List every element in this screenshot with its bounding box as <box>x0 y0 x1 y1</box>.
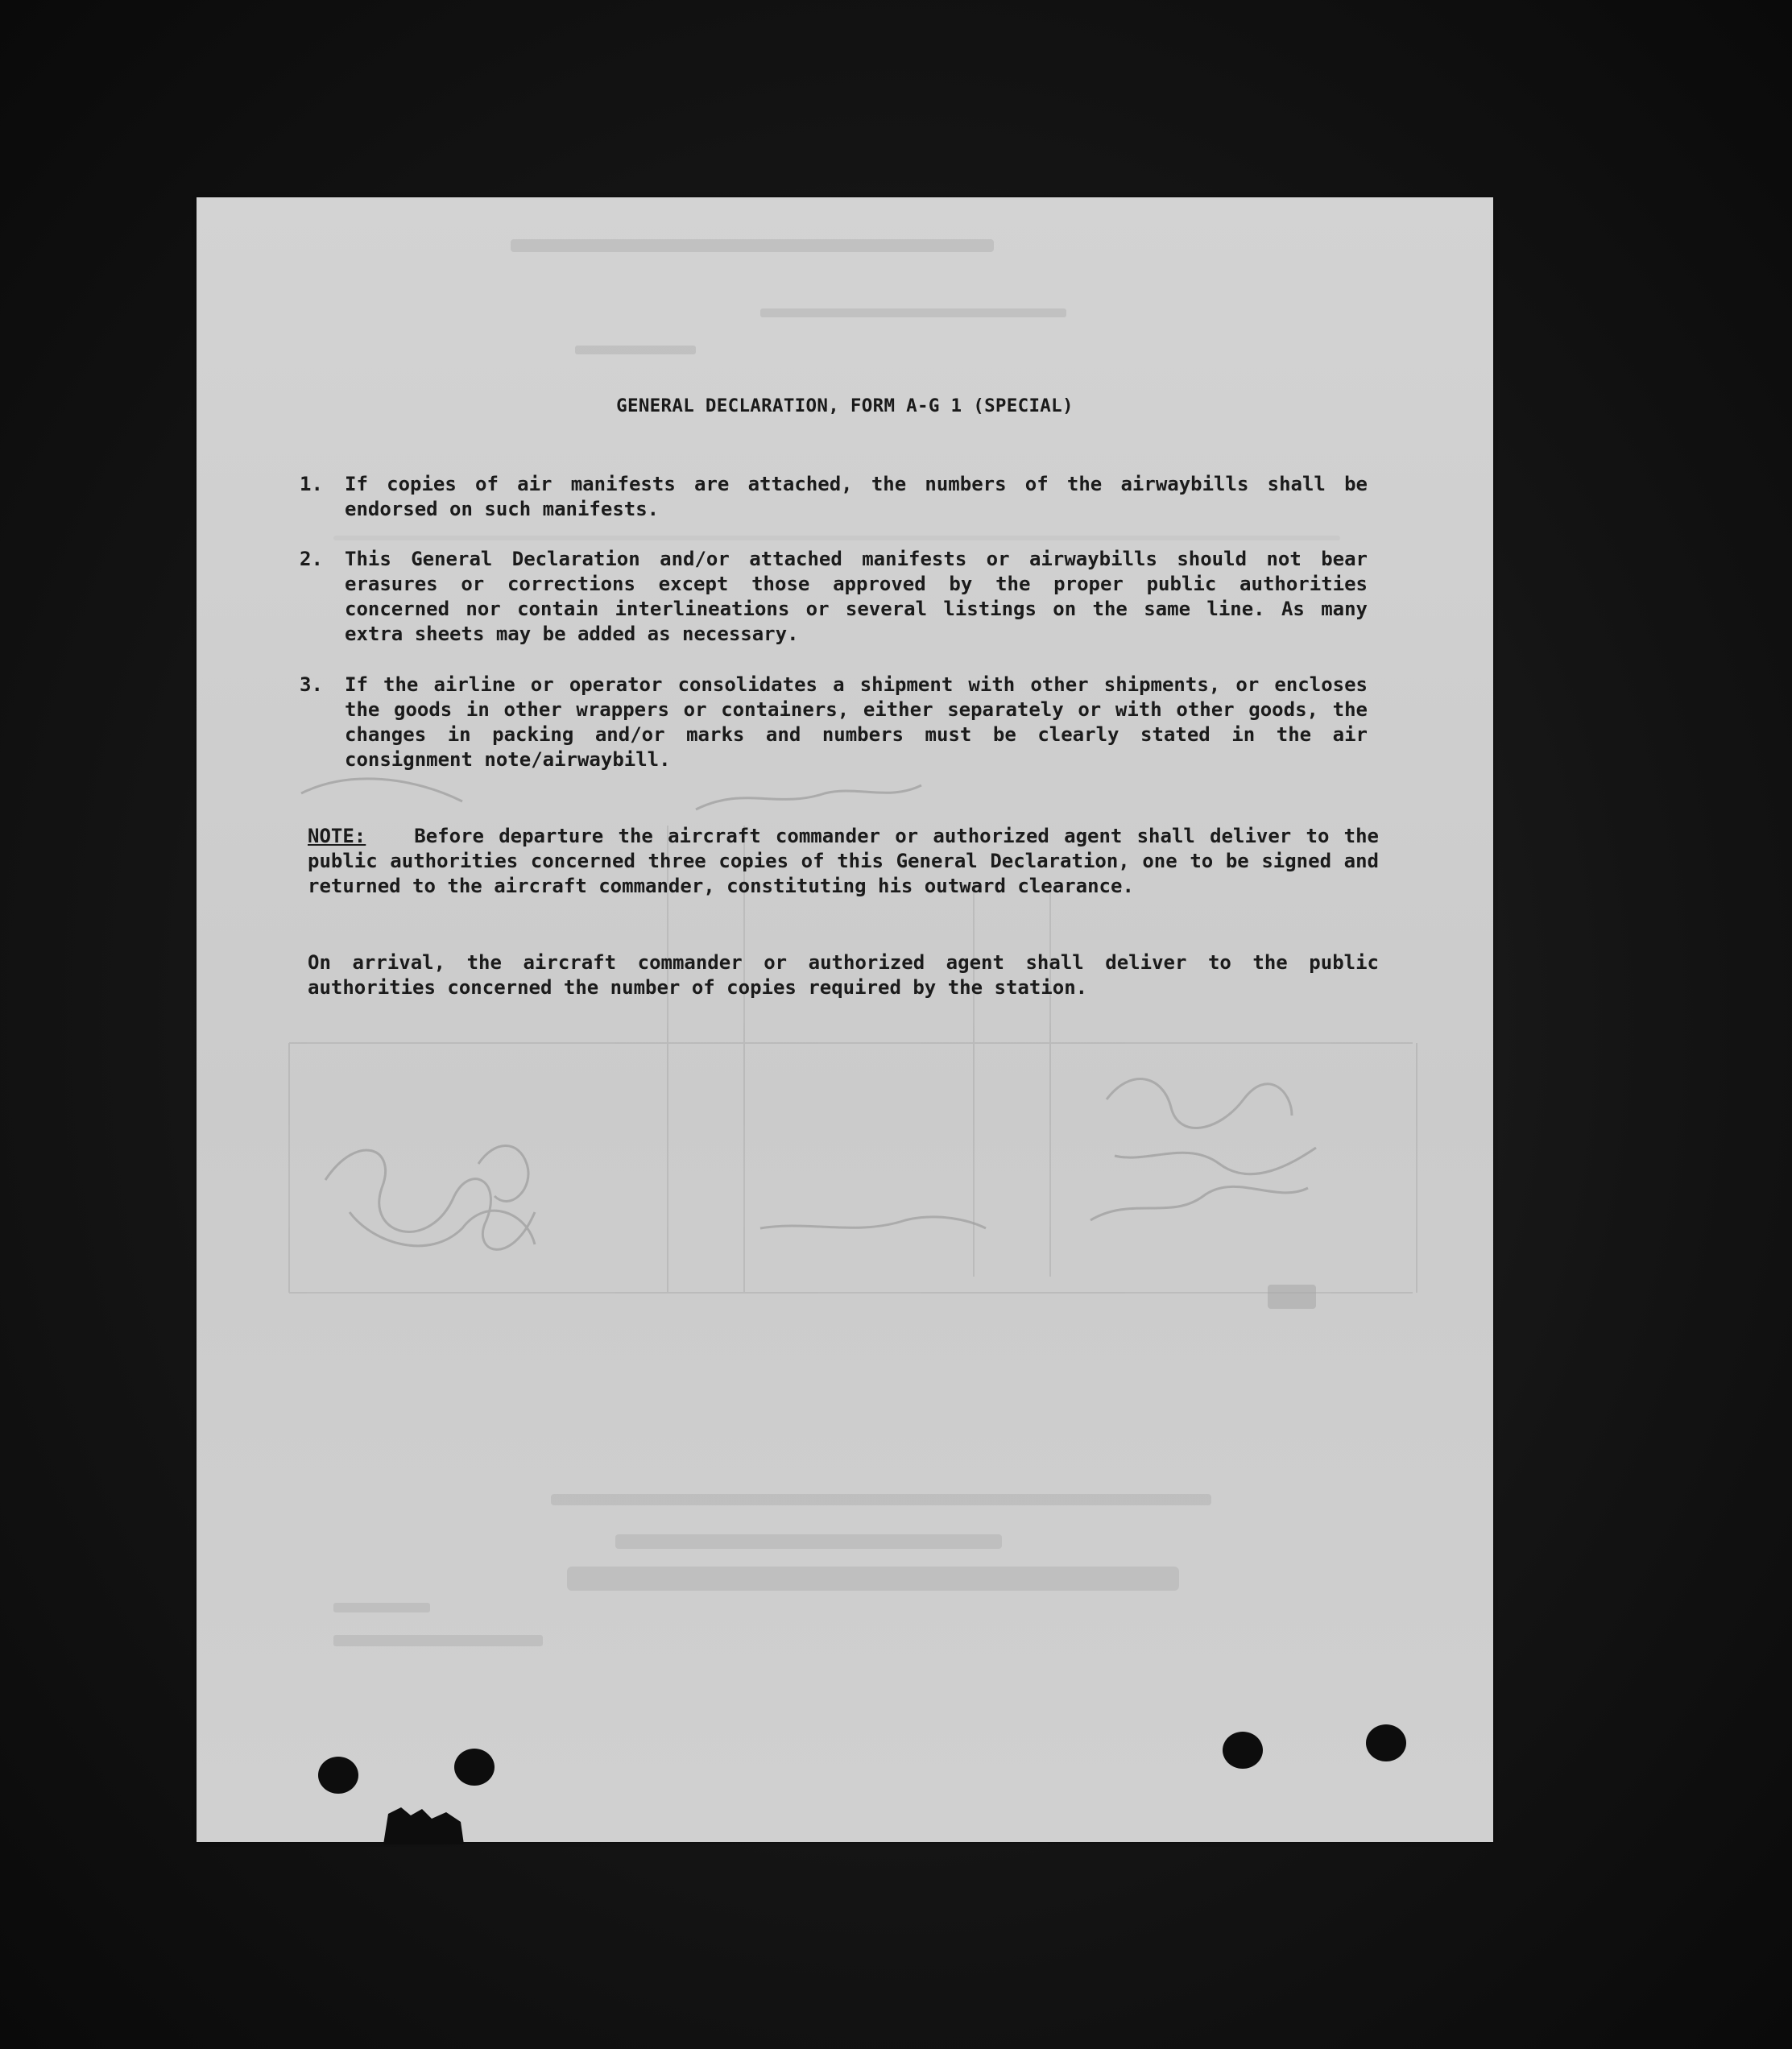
document-page <box>197 197 1493 1842</box>
punch-hole <box>318 1757 358 1794</box>
item-number: 1. <box>300 473 323 495</box>
page-title: GENERAL DECLARATION, FORM A-G 1 (SPECIAL) <box>616 395 1074 416</box>
note-paragraph <box>308 824 1379 899</box>
item-text: If copies of air manifests are attached, the numbers of the airwaybills shall be endorsed on such manifests. <box>345 473 1368 520</box>
item-text: If the airline or operator consolidates a shipment with other shipments, or encloses the goods in other wrappers or containers, either separately or with other goods, the changes in packing and/or marks and numbers must be clearly stated in the air consignment note/airwaybill. <box>345 673 1368 771</box>
item-number: 2. <box>300 548 323 570</box>
note-label: NOTE: <box>308 825 366 847</box>
item-text: This General Declaration and/or attached manifests or airwaybills should not bear erasures or corrections except those approved by the proper public authorities concerned nor contain interlineations or several listings on the same line. As many extra sheets may be added as necessary. <box>345 548 1368 645</box>
punch-hole <box>1366 1724 1406 1761</box>
arrival-text: On arrival, the aircraft commander or authorized agent shall deliver to the public authorities concerned the number of copies required by the station. <box>308 951 1379 999</box>
arrival-paragraph <box>308 950 1379 1000</box>
punch-hole <box>1223 1732 1263 1769</box>
note-text: Before departure the aircraft commander or authorized agent shall deliver to the public authorities concerned three copies of this General Declaration, one to be signed and returned to the aircraft commander, constituting his outward clearance. <box>308 825 1379 897</box>
item-number: 3. <box>300 673 323 696</box>
bleed-through-marks <box>197 197 1493 1842</box>
punch-hole <box>454 1749 495 1786</box>
